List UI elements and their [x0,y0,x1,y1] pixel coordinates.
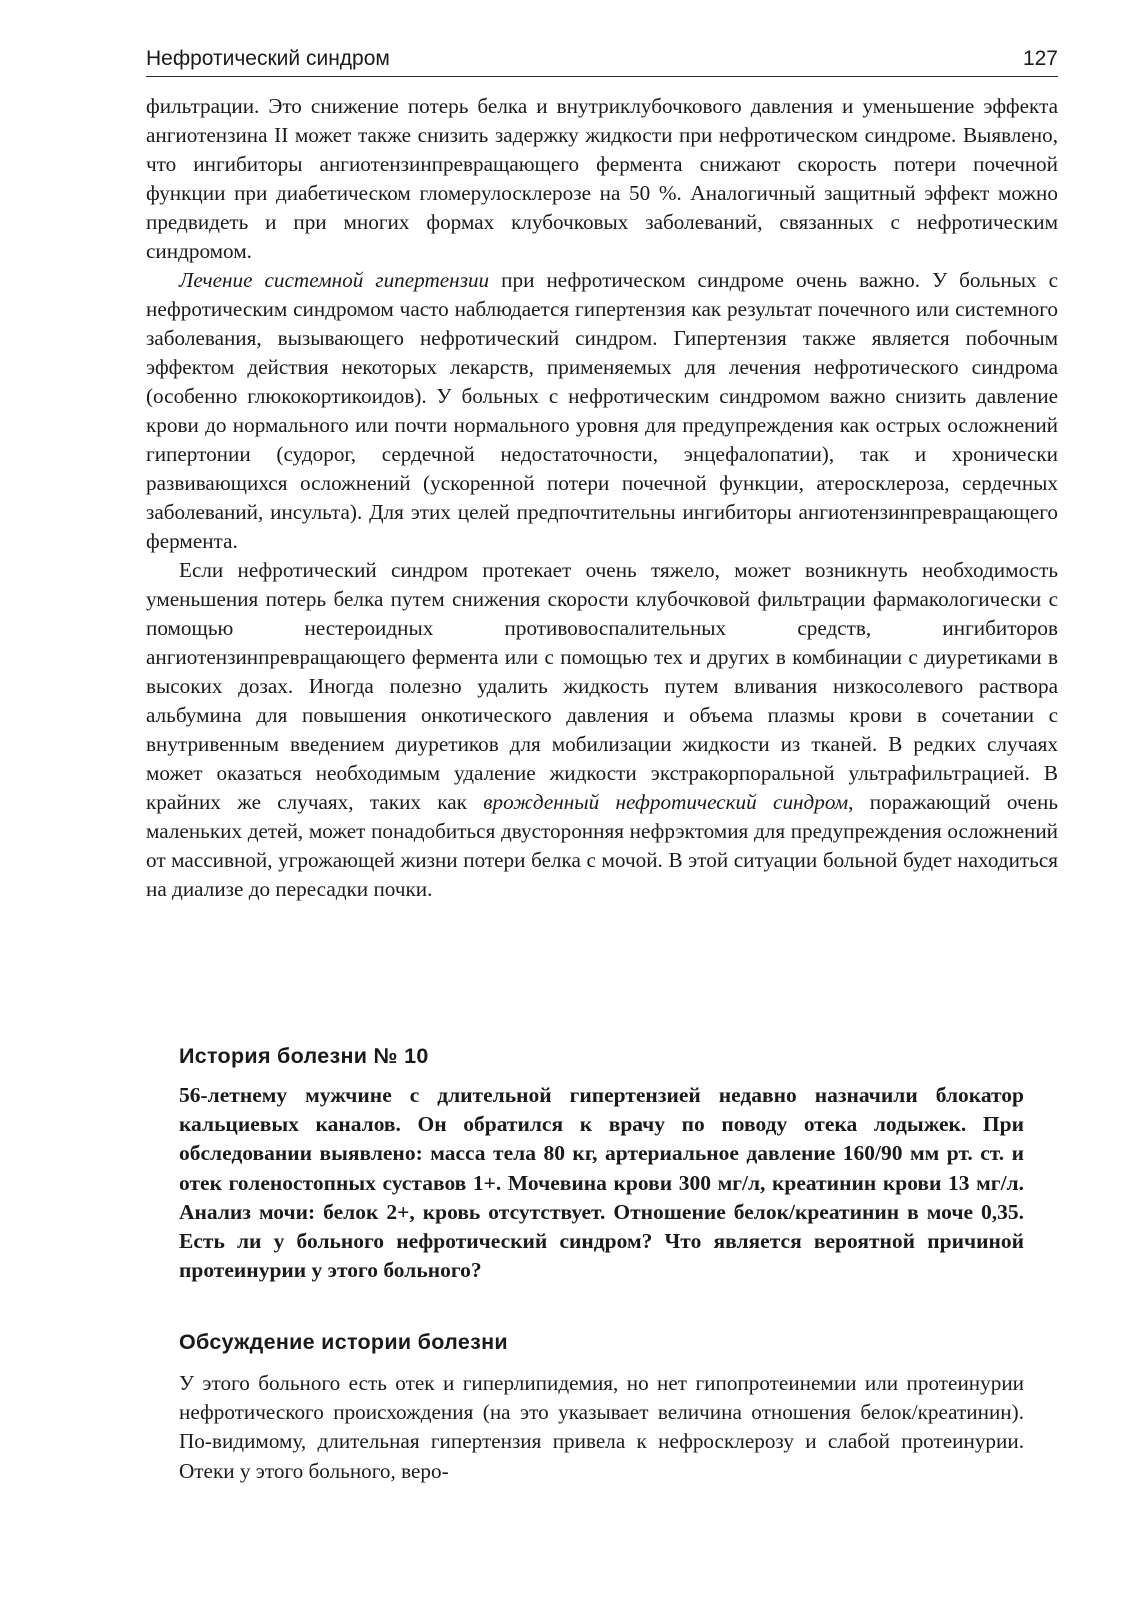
case-history-heading: История болезни № 10 [179,1044,429,1068]
main-text [146,92,1058,904]
paragraph-3 [146,556,1058,904]
paragraph-2-text: при нефротическом синдроме очень важно. У больных с нефротическим синдромом часто наблюдается гипертензия как результат почечного или системного заболевания, вызывающего нефротический синдром. Гипертензия также является побочным эффектом действия некоторых лекарств, применяемых для лечения нефротического синдрома (особенно глюкокортикоидов). У больных с нефротическим синдромом важно снизить давление крови до нормального или почти нормального уровня для предупреждения как острых осложнений гипертонии (судорог, сердечной недостаточности, энцефалопатии), так и хронически развивающихся осложнений (ускоренной потери почечной функции, атеросклероза, сердечных заболеваний, инсульта). Для этих целей предпочтительны ингибиторы ангиотензинпревращающего фермента. [146,268,1058,553]
case-discussion-heading: Обсуждение истории болезни [179,1330,508,1354]
case-history-text: 56-летнему мужчине с длительной гипертензией недавно назначили блокатор кальциевых каналов. Он обратился к врачу по поводу отека лодыжек. При обследовании выявлено: масса тела 80 кг, артериальное давление 160/90 мм рт. ст. и отек голеностопных суставов 1+. Мочевина крови 300 мг/л, креатинин крови 13 мг/л. Анализ мочи: белок 2+, кровь отсутствует. Отношение белок/креатинин в моче 0,35. Есть ли у больного нефротический синдром? Что является вероятной причиной протеинурии у этого больного? [179,1083,1024,1283]
paragraph-3-text-start: Если нефротический синдром протекает очень тяжело, может возникнуть необходимость уменьшения потерь белка путем снижения скорости клубочковой фильтрации фармакологически с помощью нестероидных противовоспалительных средств, ингибиторов ангиотензинпревращающего фермента или с помощью тех и других в комбинации с диуретиками в высоких дозах. Иногда полезно удалить жидкость путем вливания низкосолевого раствора альбумина для повышения онкотического давления и объема плазмы крови в сочетании с внутривенным введением диуретиков для мобилизации жидкости из тканей. В редких случаях может оказаться необходимым удаление жидкости экстракорпоральной ультрафильтрацией. В крайних же случаях, таких как [146,558,1058,814]
paragraph-2 [146,266,1058,556]
running-head [146,40,1058,77]
paragraph-3-text-end: поражающий очень маленьких детей, может понадобиться двусторонняя нефрэктомия для предупреждения осложнений от массивной, угрожающей жизни потери белка с мочой. В этой ситуации больной будет находиться на диализе до пересадки почки. [146,790,1058,901]
case-history-section [179,1044,1024,1285]
running-head-title: Нефротический синдром [146,47,390,70]
case-discussion-text: У этого больного есть отек и гиперлипидемия, но нет гипопротеинемии или протеинурии нефротического происхождения (на это указывает величина отношения белок/креатинин). По-видимому, длительная гипертензия привела к нефросклерозу и слабой протеинурии. Отеки у этого больного, веро- [179,1371,1024,1483]
page-number: 127 [1022,47,1058,70]
case-discussion-section [179,1330,1024,1486]
paragraph-2-italic-lead: Лечение системной гипертензии [179,268,490,292]
paragraph-3-italic-term: врожденный нефротический синдром, [483,790,854,814]
paragraph-1: фильтрации. Это снижение потерь белка и внутриклубочкового давления и уменьшение эффекта ангиотензина II может также снизить задержку жидкости при нефротическом синдроме. Выявлено, что ингибиторы ангиотензинпревращающего фермента снижают скорость потери почечной функции при диабетическом гломерулосклерозе на 50 %. Аналогичный защитный эффект можно предвидеть и при многих формах клубочковых заболеваний, связанных с нефротическим синдромом. [146,94,1058,263]
